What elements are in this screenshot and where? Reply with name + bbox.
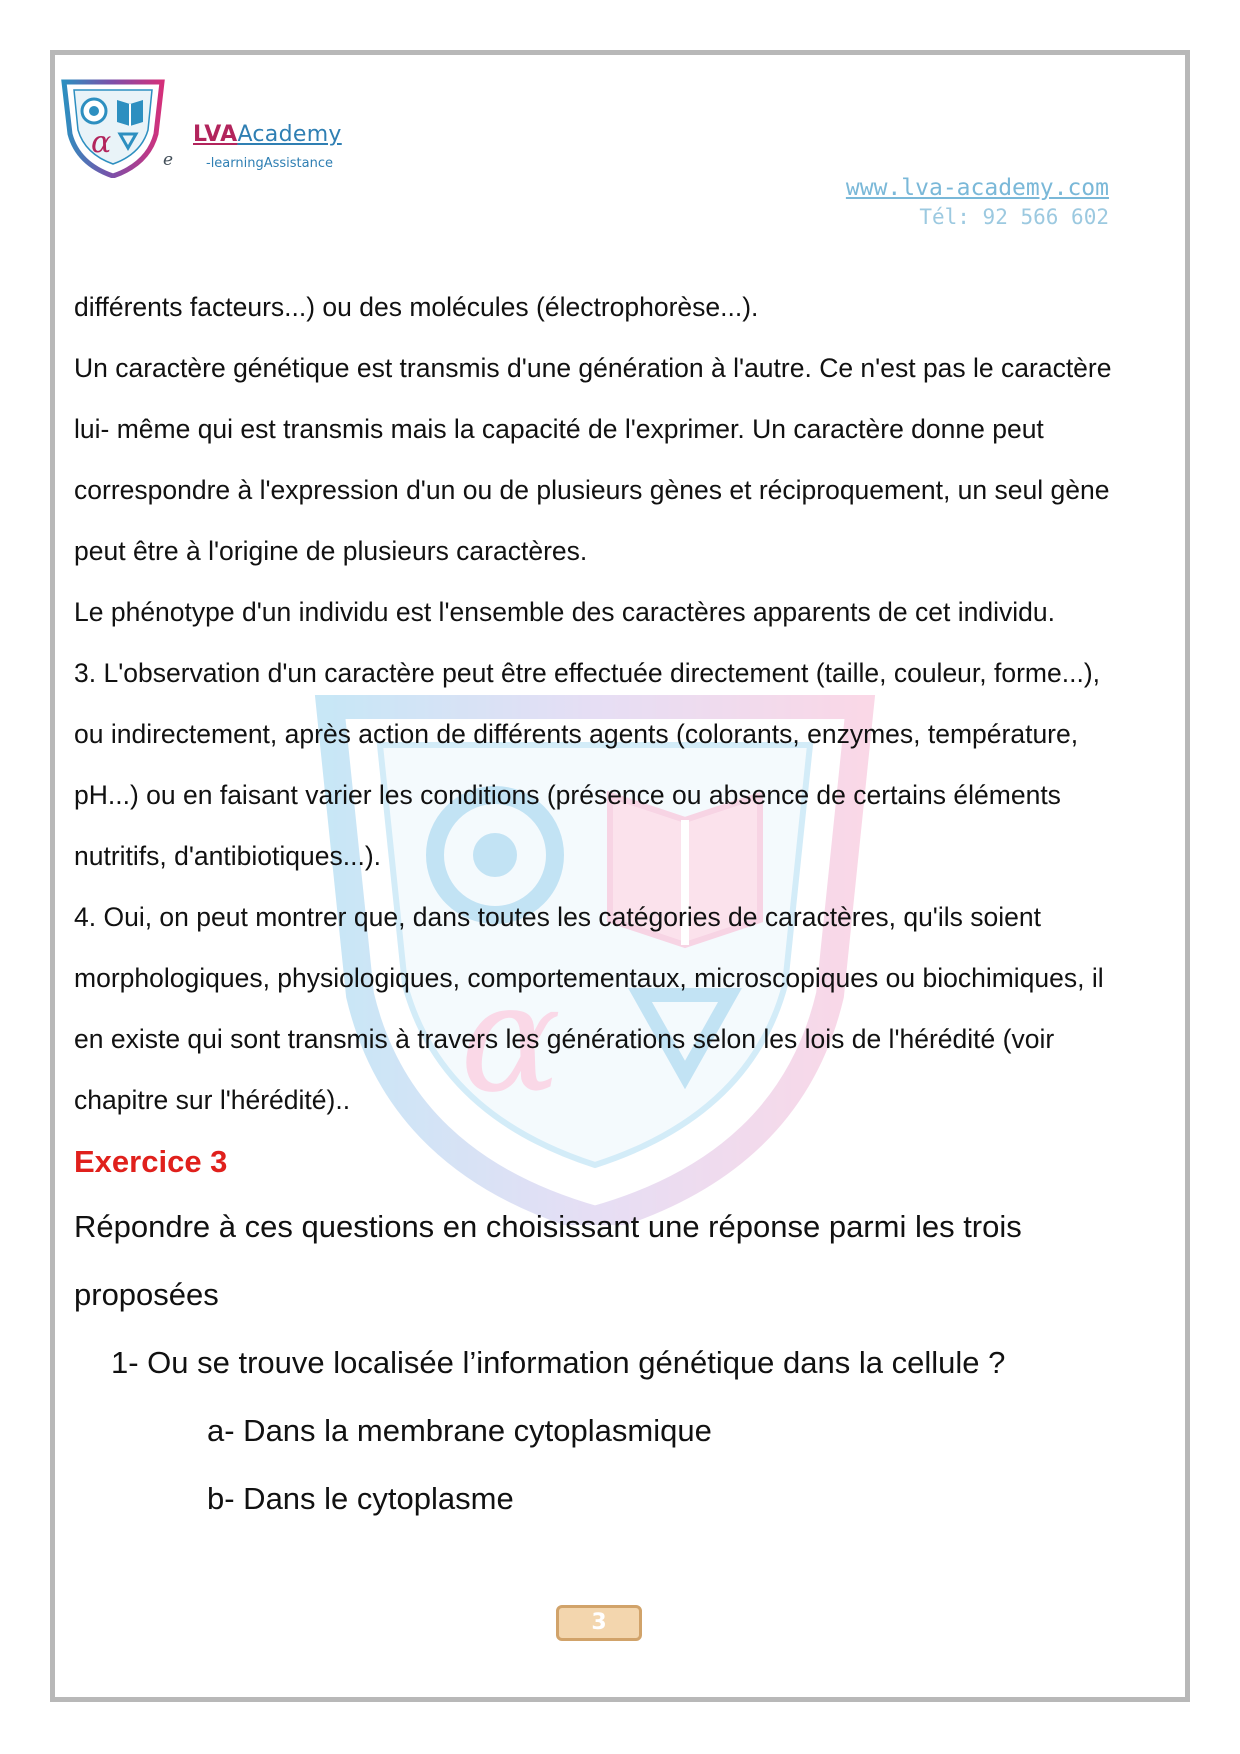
exercise-title: Exercice 3	[74, 1144, 228, 1179]
body-paragraph: 4. Oui, on peut montrer que, dans toutes les catégories de caractères, qu'ils soient morphologiques, physiologiques, comportementaux, microscopiques ou biochimiques, il en existe qui sont transmis à travers les générations selon les lois de l'hérédité (voir chapitre sur l'hérédité)..	[74, 902, 1104, 1115]
brand-tagline: -learningAssistance	[206, 156, 333, 171]
contact-block	[846, 173, 1109, 231]
website-link[interactable]: www.lva-academy.com	[845, 175, 1109, 201]
body-paragraph: 3. L'observation d'un caractère peut être effectuée directement (taille, couleur, forme...), ou indirectement, après action de différents agents (colorants, enzymes, température, pH...) ou en faisant varier les conditions (présence ou absence de certains éléments nutritifs, d'antibiotiques...).	[74, 658, 1101, 871]
brand-name	[193, 122, 342, 147]
answer-option-a: a- Dans la membrane cytoplasmique	[207, 1413, 712, 1448]
page-content	[74, 277, 1134, 1533]
svg-text:α: α	[460, 952, 562, 1126]
body-paragraph: Le phénotype d'un individu est l'ensemble des caractères apparents de cet individu.	[74, 597, 1055, 627]
brand-e: e	[163, 150, 174, 170]
brand-academy: Academy	[237, 122, 342, 147]
question-1: 1- Ou se trouve localisée l’information génétique dans la cellule ?	[111, 1345, 1006, 1380]
brand-lva: LVA	[193, 122, 238, 147]
body-paragraph: Un caractère génétique est transmis d'une génération à l'autre. Ce n'est pas le caractère lui- même qui est transmis mais la capacité de l'exprimer. Un caractère donne peut correspondre à l'expression d'un ou de plusieurs gènes et réciproquement, un seul gène peut être à l'origine de plusieurs caractères.	[74, 353, 1112, 566]
exercise-instructions: Répondre à ces questions en choisissant une réponse parmi les trois proposées	[74, 1209, 1022, 1312]
body-paragraph: différents facteurs...) ou des molécules (électrophorèse...).	[74, 292, 759, 322]
lva-academy-logo	[58, 78, 168, 178]
answer-option-b: b- Dans le cytoplasme	[207, 1481, 514, 1516]
page-number-badge: 3	[556, 1605, 642, 1641]
svg-text:α: α	[91, 125, 112, 160]
phone-number: Tél: 92 566 602	[919, 205, 1109, 229]
